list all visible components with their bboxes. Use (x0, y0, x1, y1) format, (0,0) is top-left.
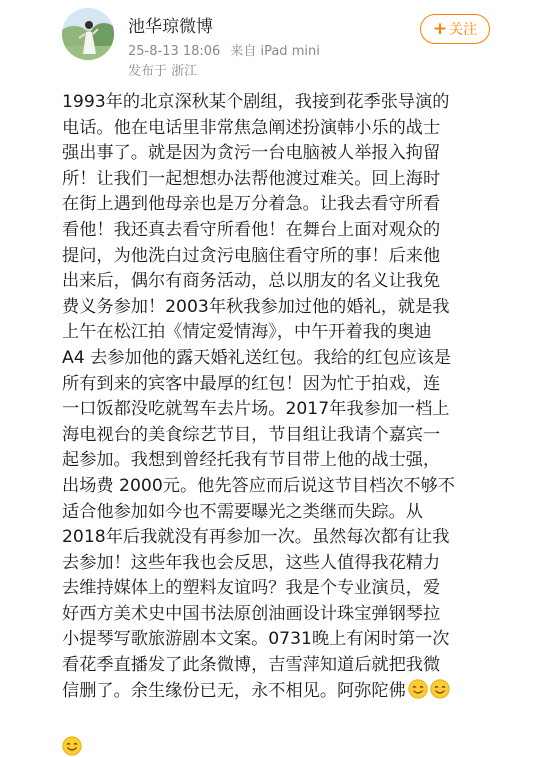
smiling-emoji-icon (62, 736, 82, 756)
follow-label: 关注 (449, 22, 478, 38)
emoji-row (62, 736, 82, 757)
post-line: 一口饭都没吃就驾车去片场。2017年我参加一档上 (62, 399, 450, 420)
post-header (0, 0, 537, 90)
post-line: 海电视台的美食综艺节目，节目组让我请个嘉宾一 (62, 424, 441, 445)
smiling-emoji-icon (430, 679, 450, 699)
post-line: 出来后，偶尔有商务活动，总以朋友的名义让我免 (62, 271, 441, 292)
post-line: 在街上遇到他母亲也是万分着急。让我去看守所看 (62, 194, 441, 215)
post-line: 适合他参加如今也不需要曝光之类继而失踪。从 (62, 501, 423, 522)
post-line: 出场费 2000元。他先答应而后说这节目档次不够不 (62, 475, 455, 496)
post-line: 2018年后我就没有再参加一次。虽然每次都有让我 (62, 527, 450, 548)
avatar[interactable] (62, 8, 114, 60)
post-line: 提问，为他洗白过贪污电脑住看守所的事！后来他 (62, 245, 441, 266)
post-line: 起参加。我想到曾经托我有节目带上他的战士强， (62, 450, 441, 471)
post-line: 费义务参加！2003年秋我参加过他的婚礼，就是我 (62, 296, 450, 317)
post-location: 发布于 浙江 (128, 64, 198, 79)
post-time: 25-8-13 18:06 (128, 44, 221, 59)
username[interactable]: 池华琼微博 (128, 17, 213, 37)
post-line: 好西方美术史中国书法原创油画设计珠宝弹钢琴拉 (62, 603, 441, 624)
post-line-text: 信删了。余生缘份已无，永不相见。阿弥陀佛 (62, 680, 406, 701)
smiling-emoji-icon (408, 679, 428, 699)
post-meta (128, 40, 320, 59)
post-line: 看他！我还真去看守所看他！在舞台上面对观众的 (62, 219, 441, 240)
post-line: 去参加！这些年我也会反思，这些人值得我花精力 (62, 552, 441, 573)
post-line: 看花季直播发了此条微博，吉雪萍知道后就把我微 (62, 655, 441, 676)
follow-button[interactable] (420, 14, 490, 44)
post-line: 1993年的北京深秋某个剧组，我接到花季张导演的 (62, 92, 450, 112)
post-line: 上午在松江拍《情定爱情海》，中午开着我的奥迪 (62, 322, 432, 343)
plus-icon: + (432, 19, 448, 39)
post-line: 所有到来的宾客中最厚的红包！因为忙于拍戏，连 (62, 373, 441, 394)
post-line: 小提琴写歌旅游剧本文案。0731晚上有闲时第一次 (62, 629, 450, 650)
post-line: A4 去参加他的露天婚礼送红包。我给的红包应该是 (62, 347, 452, 368)
post-line: 电话。他在电话里非常焦急阐述扮演韩小乐的战士 (62, 117, 441, 138)
post-body (62, 90, 492, 704)
post-source: 来自 iPad mini (230, 44, 320, 59)
post-line: 去维持媒体上的塑料友谊吗？我是个专业演员，爱 (62, 578, 441, 599)
post-line: 强出事了。就是因为贪污一台电脑被人举报入拘留 (62, 143, 441, 164)
post-line-last (62, 679, 492, 705)
post-line: 所！让我们一起想想办法帮他渡过难关。回上海时 (62, 168, 441, 189)
